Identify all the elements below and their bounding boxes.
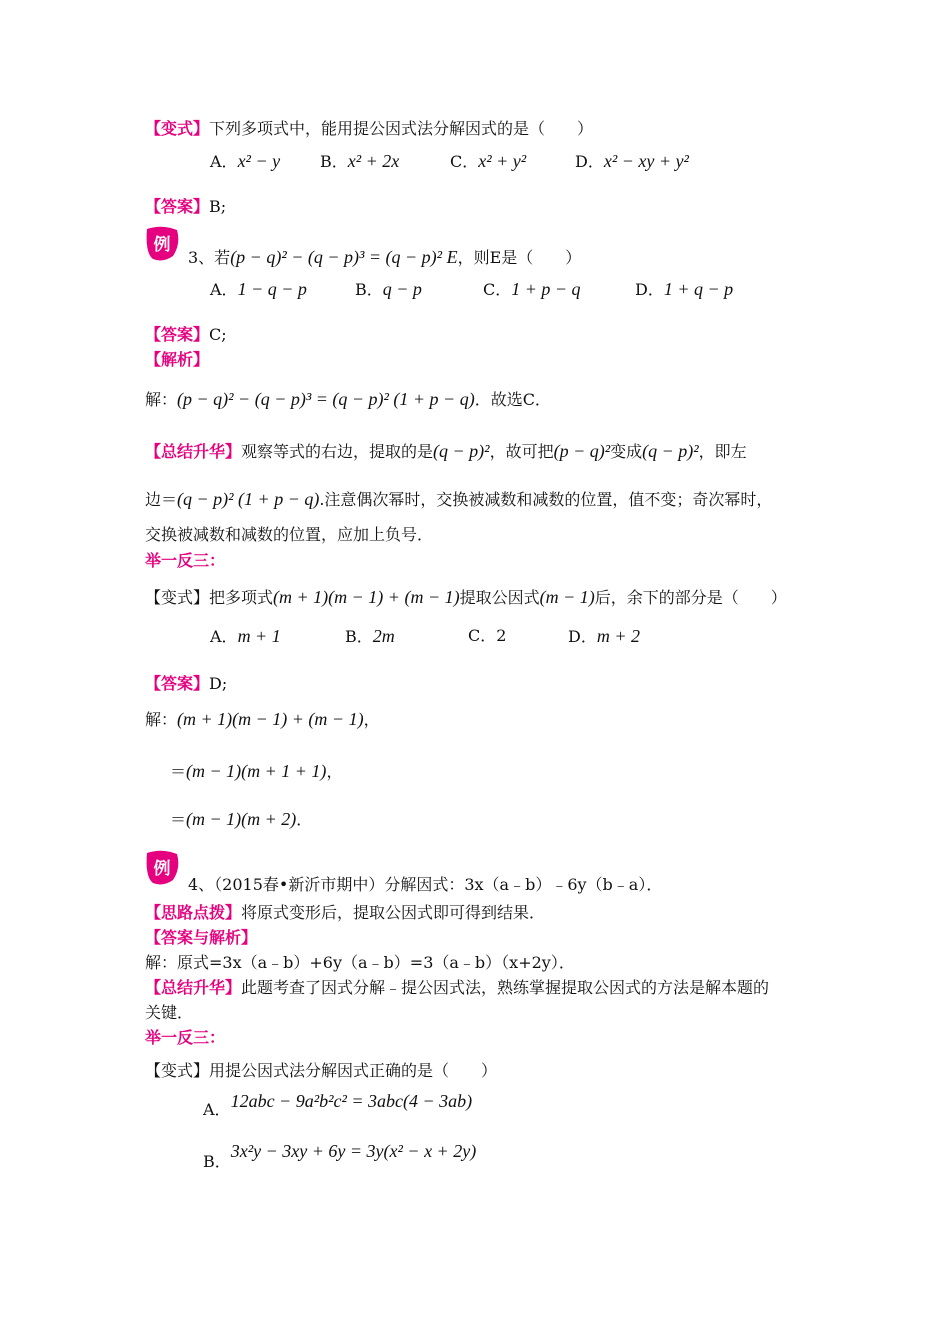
variant2-solution-line1: 解：(m + 1)(m − 1) + (m − 1)，	[145, 709, 380, 729]
variant2-option-a: A．m + 1	[210, 626, 281, 646]
variant2-solution-line2: ＝(m − 1)(m + 1 + 1)，	[170, 761, 343, 781]
variant3-option-a: A．12abc − 9a²b²c² = 3abc(4 − 3ab)	[203, 1091, 473, 1119]
variant2-option-d: D．m + 2	[568, 626, 640, 646]
variant1-option-b: B．x² + 2x	[320, 151, 400, 171]
variant2-question: 【变式】把多项式(m + 1)(m − 1) + (m − 1)提取公因式(m − 1)后，余下的部分是（ ）	[145, 587, 787, 607]
variant1-option-d: D．x² − xy + y²	[575, 151, 689, 171]
variant1-option-c: C．x² + y²	[450, 151, 527, 171]
svg-text:例: 例	[153, 235, 171, 255]
example3-answer: 【答案】C;	[145, 325, 227, 344]
example3-summary-line3: 交换被减数和减数的位置，应加上负号．	[145, 525, 434, 544]
example4-practice-heading: 举一反三：	[145, 1028, 226, 1047]
example4-question: 4、（2015春•新沂市期中）分解因式：3x（a﹣b）﹣6y（b﹣a）．	[188, 875, 663, 894]
example3-solution: 解：(p − q)² − (q − p)³ = (q − p)² (1 + p − q)．故选C．	[145, 389, 551, 409]
example3-option-d: D．1 + q − p	[635, 279, 734, 299]
variant1-answer: 【答案】B;	[145, 197, 227, 216]
example4-answer-tag: 【答案与解析】	[145, 928, 258, 947]
example-badge-icon	[143, 850, 181, 884]
variant1-option-a: A．x² − y	[210, 151, 281, 171]
example3-option-b: B．q − p	[355, 279, 422, 299]
example3-practice-heading: 举一反三：	[145, 551, 226, 570]
variant1-question: 【变式】下列多项式中，能用提公因式法分解因式的是（ ）	[145, 119, 594, 138]
variant3-question: 【变式】用提公因式法分解因式正确的是（ ）	[145, 1061, 498, 1080]
svg-text:例: 例	[153, 859, 171, 879]
example3-analysis-tag: 【解析】	[145, 350, 210, 369]
variant2-option-b: B．2m	[345, 626, 395, 646]
example4-hint: 【思路点拨】将原式变形后，提取公因式即可得到结果．	[145, 903, 546, 922]
example3-option-a: A．1 − q − p	[210, 279, 307, 299]
variant3-option-b: B．3x²y − 3xy + 6y = 3y(x² − x + 2y)	[203, 1141, 477, 1171]
example3-summary-line2: 边＝(q − p)² (1 + p − q).注意偶次幂时，交换被减数和减数的位置，值不变；奇次幂时，	[145, 489, 773, 509]
variant2-solution-line3: ＝(m − 1)(m + 2)．	[170, 809, 313, 829]
variant2-option-c: C．2	[468, 626, 507, 645]
example3-option-c: C．1 + p − q	[483, 279, 581, 299]
example4-summary-line1: 【总结升华】此题考查了因式分解﹣提公因式法，熟练掌握提取公因式的方法是解本题的	[145, 978, 770, 997]
example4-solution: 解：原式=3x（a﹣b）+6y（a﹣b）=3（a﹣b）（x+2y）．	[145, 953, 575, 972]
example3-question: 3、若(p − q)² − (q − p)³ = (q − p)² E，则E是（ ）	[188, 247, 582, 267]
variant2-answer: 【答案】D;	[145, 674, 228, 693]
example3-summary-line1: 【总结升华】观察等式的右边，提取的是(q − p)²，故可把(p − q)²变成(q − p)²，即左	[145, 441, 747, 461]
example4-summary-line2: 关键．	[145, 1003, 194, 1022]
example-badge-icon	[143, 226, 181, 260]
